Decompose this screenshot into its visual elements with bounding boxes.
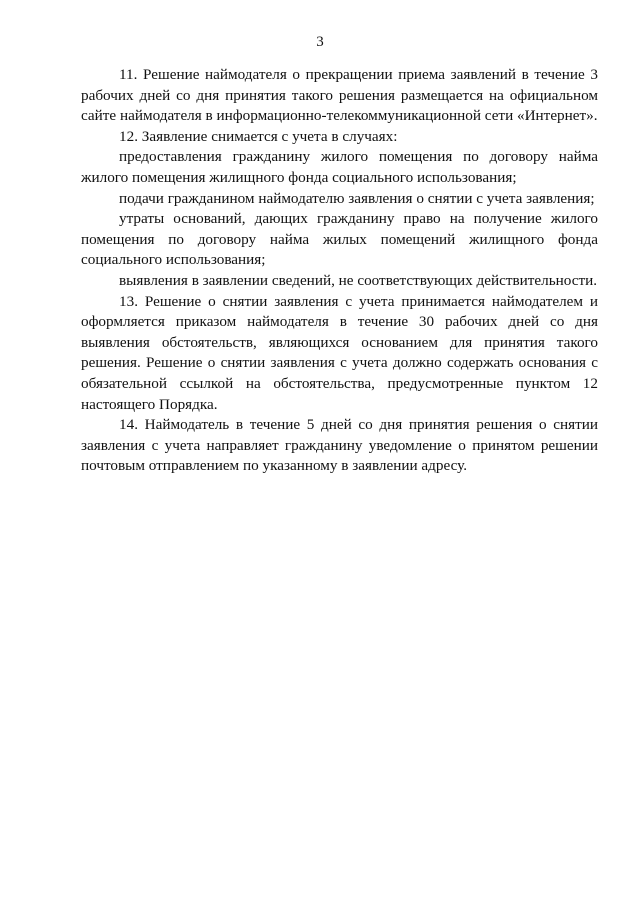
paragraph-12-case-application: подачи гражданином наймодателю заявления о снятии с учета заявления; <box>119 189 595 207</box>
paragraph-12-case-loss-of-grounds: утраты оснований, дающих гражданину право на получение жилого помещения по договору найма жилых помещений жилищного фонда социального использования; <box>81 210 598 269</box>
paragraph-13: 13. Решение о снятии заявления с учета принимается наймодателем и оформляется приказом наймодателя в течение 30 рабочих дней со дня выявления обстоятельств, являющихся основанием для принятия такого решения. Решение о снятии заявления с учета должно содержать основания с обязательной ссылкой на обстоятельства, предусмотренные пунктом 12 настоящего Порядка. <box>81 292 598 413</box>
paragraph-12-case-provision: предоставления гражданину жилого помещения по договору найма жилого помещения жилищного фонда социального использования; <box>81 148 598 186</box>
paragraph-12-case-false-info: выявления в заявлении сведений, не соответствующих действительности. <box>119 271 598 289</box>
page-number: 3 <box>316 34 324 50</box>
paragraph-12: 12. Заявление снимается с учета в случаях: <box>119 127 398 145</box>
document-body <box>81 65 598 477</box>
paragraph-11: 11. Решение наймодателя о прекращении приема заявлений в течение 3 рабочих дней со дня принятия такого решения размещается на официальном сайте наймодателя в информационно-телекоммуникационной сети «Интернет». <box>81 66 598 125</box>
paragraph-14: 14. Наймодатель в течение 5 дней со дня принятия решения о снятии заявления с учета направляет гражданину уведомление о принятом решении почтовым отправлением по указанному в заявлении адресу. <box>81 416 598 475</box>
